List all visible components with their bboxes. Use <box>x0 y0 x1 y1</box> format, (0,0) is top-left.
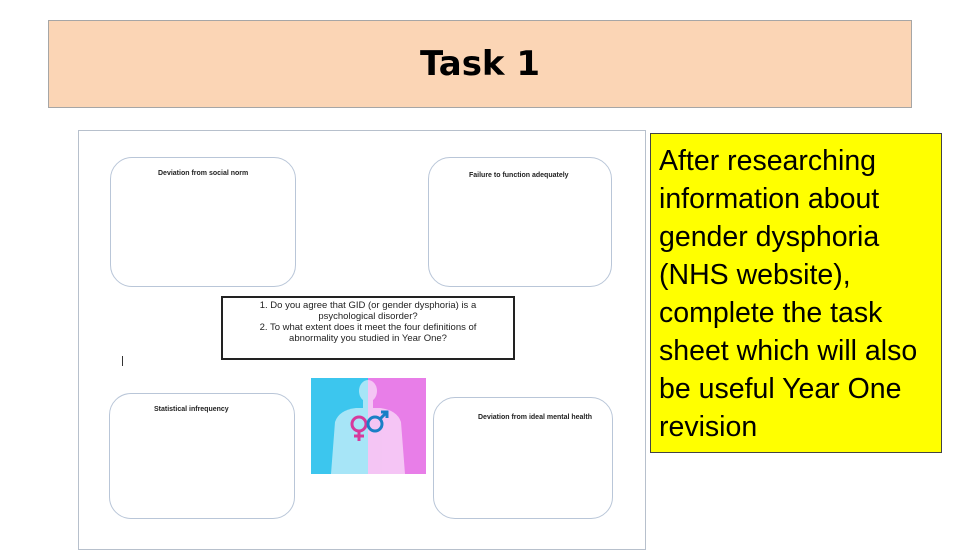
box-label-ideal-mental-health: Deviation from ideal mental health <box>478 414 592 421</box>
box-label-failure-to-function: Failure to function adequately <box>469 172 569 179</box>
question-line-3: 2. To what extent does it meet the four definitions of <box>259 322 477 333</box>
box-label-statistical-infrequency: Statistical infrequency <box>154 406 229 413</box>
box-label-social-norm: Deviation from social norm <box>158 170 249 177</box>
instructions-box <box>650 133 942 453</box>
question-line-2: psychological disorder? <box>318 311 418 322</box>
slide-title: Task 1 <box>419 44 541 84</box>
gender-symbols-icon <box>311 378 426 474</box>
instructions-text: After researching information about gender dysphoria (NHS website), complete the task sheet which will also be useful Year One revision <box>659 145 918 443</box>
box-failure-to-function <box>428 157 612 287</box>
worksheet-image <box>78 130 646 550</box>
box-statistical-infrequency <box>109 393 295 519</box>
box-ideal-mental-health <box>433 397 613 519</box>
questions-box <box>221 296 515 360</box>
question-line-1: 1. Do you agree that GID (or gender dysphoria) is a <box>259 300 477 311</box>
title-banner <box>48 20 912 108</box>
box-social-norm <box>110 157 296 287</box>
text-cursor <box>122 356 123 366</box>
question-line-4: abnormality you studied in Year One? <box>289 333 447 344</box>
